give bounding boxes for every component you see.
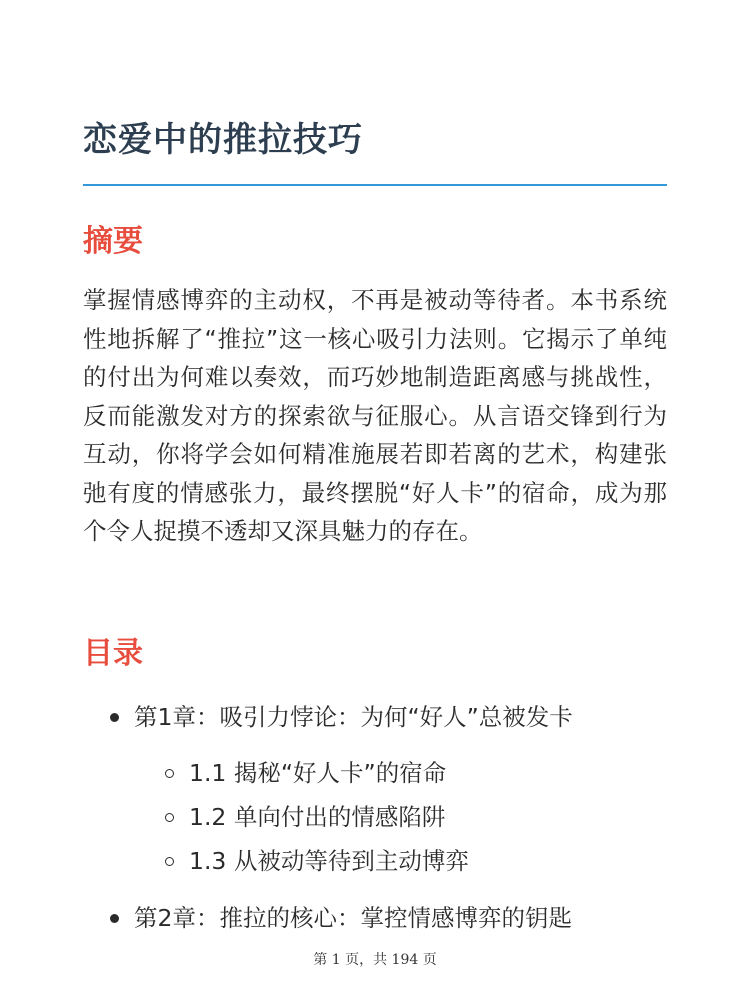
toc-section-label: 1.2 单向付出的情感陷阱	[189, 803, 446, 831]
bullet-disc-icon	[110, 713, 119, 722]
bullet-circle-icon	[165, 813, 174, 822]
toc-section-label: 1.3 从被动等待到主动博弈	[189, 847, 469, 875]
bullet-circle-icon	[165, 857, 174, 866]
book-title: 恋爱中的推拉技巧	[83, 120, 363, 160]
title-divider	[83, 184, 667, 186]
toc-chapter-label: 第1章：吸引力悖论：为何“好人”总被发卡	[134, 703, 573, 731]
abstract-paragraph: 掌握情感博弈的主动权，不再是被动等待者。本书系统性地拆解了“推拉”这一核心吸引力法则。它揭示了单纯的付出为何难以奏效，而巧妙地制造距离感与挑战性，反而能激发对方的探索欲与征服心。从言语交锋到行为互动，你将学会如何精准施展若即若离的艺术，构建张弛有度的情感张力，最终摆脱“好人卡”的宿命，成为那个令人捉摸不透却又深具魅力的存在。	[83, 286, 667, 545]
toc-chapter-label: 第2章：推拉的核心：掌控情感博弈的钥匙	[134, 904, 572, 932]
bullet-disc-icon	[110, 914, 119, 923]
abstract-heading: 摘要	[83, 224, 143, 259]
bullet-circle-icon	[165, 769, 174, 778]
toc-heading: 目录	[83, 636, 143, 671]
page-footer: 第 1 页，共 194 页	[313, 952, 437, 968]
toc-section-label: 1.1 揭秘“好人卡”的宿命	[189, 759, 447, 787]
